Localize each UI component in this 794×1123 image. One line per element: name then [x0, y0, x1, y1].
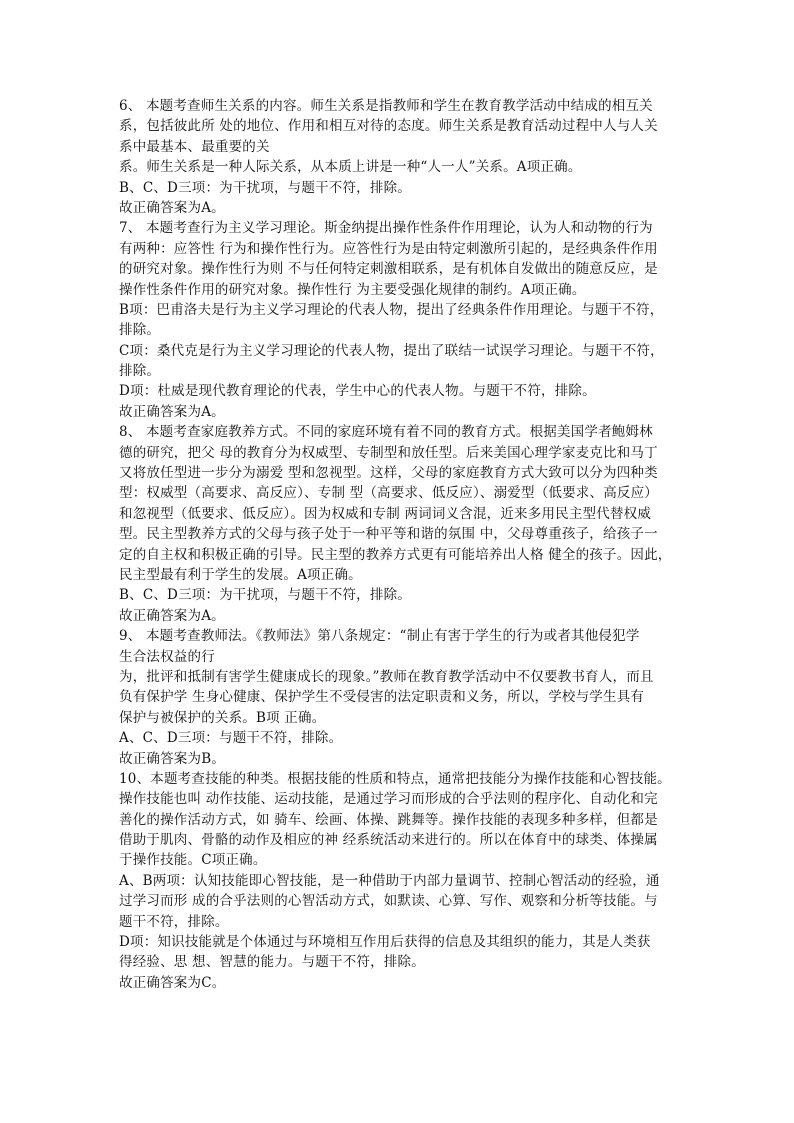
text-line: 系，包括彼此所 处的地位、作用和相互对待的态度。师生关系是教育活动过程中人与人关	[119, 118, 658, 135]
text-line: 排除。	[119, 322, 161, 339]
text-line: 于操作技能。C项正确。	[119, 852, 267, 869]
text-line: 借助于肌肉、骨骼的动作及相应的神 经系统活动来进行的。所以在体育中的球类、体操属	[119, 832, 658, 849]
text-line: 和忽视型（低要求、低反应）。因为权威和专制 两词词义含混，近来多用民主型代替权威	[119, 505, 652, 522]
text-line: 负有保护学 生身心健康、保护学生不受侵害的法定职责和义务，所以，学校与学生具有	[119, 689, 645, 706]
text-line: D项：杜威是现代教育理论的代表，学生中心的代表人物。与题干不符，排除。	[119, 383, 596, 400]
text-line: 操作技能也叫 动作技能、运动技能，是通过学习而形成的合乎法则的程序化、自动化和完	[119, 791, 658, 808]
text-line: 的研究对象。操作性行为则 不与任何特定刺激相联系，是有机体自发做出的随意反应，是	[119, 261, 658, 278]
text-line: B、C、D三项：为干扰项，与题干不符，排除。	[119, 179, 411, 196]
text-line: 9、 本题考查教师法。《教师法》第八条规定：“制止有害于学生的行为或者其他侵犯学	[119, 628, 640, 645]
text-line: 型：权威型（高要求、高反应）、专制 型（高要求、低反应）、溺爱型（低要求、高反应）	[119, 485, 658, 502]
text-line: 7、 本题考查行为主义学习理论。斯金纳提出操作性条件作用理论，认为人和动物的行为	[119, 220, 653, 237]
text-line: 6、 本题考查师生关系的内容。师生关系是指教师和学生在教育教学活动中结成的相互关	[119, 98, 653, 114]
text-line: 过学习而形 成的合乎法则的心智活动方式，如默读、心算、写作、观察和分析等技能。与	[119, 893, 658, 910]
text-line: 系。师生关系是一种人际关系，从本质上讲是一种“人一人”关系。A项正确。	[119, 159, 582, 176]
text-line: 德的研究，把父 母的教育分为权威型、专制型和放任型。后来美国心理学家麦克比和马丁	[119, 444, 658, 461]
text-line: 为，批评和抵制有害学生健康成长的现象。”教师在教育教学活动中不仅要教书育人，而且	[119, 668, 654, 685]
text-line: 故正确答案为A。	[119, 403, 225, 420]
text-line: C项：桑代克是行为主义学习理论的代表人物，提出了联结一试误学习理论。与题干不符，	[119, 342, 664, 359]
text-line: 操作性条件作用的研究对象。操作性行 为主要受强化规律的制约。A项正确。	[119, 281, 586, 298]
text-line: 又将放任型进一步分为溺爱 型和忽视型。这样，父母的家庭教育方式大致可以分为四种类	[119, 465, 658, 482]
answer-explanation-text	[119, 96, 679, 993]
text-line: 得经验、思 想、智慧的能力。与题干不符，排除。	[119, 954, 425, 971]
text-line: A、B两项：认知技能即心智技能，是一种借助于内部力量调节、控制心智活动的经验，通	[119, 872, 660, 889]
text-line: 生合法权益的行	[119, 648, 215, 665]
text-line: 10、本题考查技能的种类。根据技能的性质和特点，通常把技能分为操作技能和心智技能。	[119, 770, 671, 787]
text-line: 保护与被保护的关系。B项 正确。	[119, 709, 326, 726]
text-line: B项：巴甫洛夫是行为主义学习理论的代表人物，提出了经典条件作用理论。与题干不符，	[119, 301, 664, 318]
text-line: 系中最基本、最重要的关	[119, 138, 270, 155]
text-line: 题干不符，排除。	[119, 913, 229, 930]
text-line: 8、 本题考查家庭教养方式。不同的家庭环境有着不同的教育方式。根据美国学者鲍姆林	[119, 424, 653, 441]
text-line: B、C、D三项：为干扰项，与题干不符，排除。	[119, 587, 411, 604]
text-line: A、C、D三项：与题干不符，排除。	[119, 730, 343, 747]
text-line: 定的自主权和积极正确的引导。民主型的教养方式更有可能培养出人格 健全的孩子。因此，	[119, 546, 672, 563]
text-line: D项：知识技能就是个体通过与环境相互作用后获得的信息及其组织的能力，其是人类获	[119, 934, 651, 951]
text-line: 故正确答案为C。	[119, 974, 226, 991]
text-line: 故正确答案为B。	[119, 750, 226, 767]
text-line: 排除。	[119, 363, 161, 380]
text-line: 型。民主型教养方式的父母与孩子处于一种平等和谐的氛围 中，父母尊重孩子，给孩子一	[119, 526, 658, 543]
text-line: 故正确答案为A。	[119, 199, 225, 216]
text-line: 故正确答案为A。	[119, 607, 225, 624]
text-line: 有两种：应答性 行为和操作性行为。应答性行为是由特定刺激所引起的，是经典条件作用	[119, 240, 658, 257]
text-line: 善化的操作活动方式，如 骑车、绘画、体操、跳舞等。操作技能的表现多种多样，但都是	[119, 811, 658, 828]
text-line: 民主型最有利于学生的发展。A项正确。	[119, 566, 362, 583]
